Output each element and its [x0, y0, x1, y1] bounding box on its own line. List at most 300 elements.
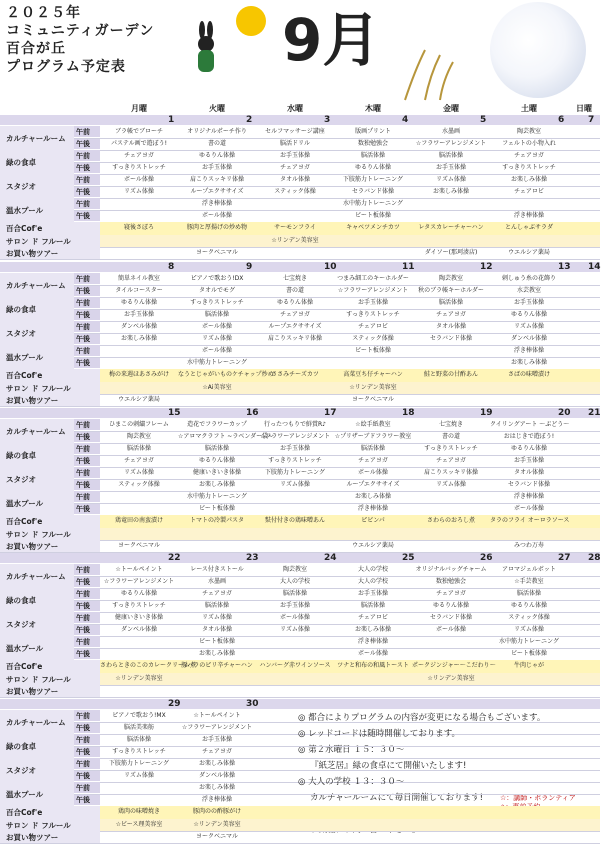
program-cell: ☆トールペイント [115, 566, 163, 573]
program-cell: お楽しみ体操 [198, 650, 235, 657]
program-cell [100, 247, 178, 259]
program-cell: お手玉体操 [279, 445, 310, 452]
program-cell: セラバンド体操 [429, 614, 472, 621]
program-cell [490, 673, 568, 685]
program-cell: さばの味噌漬け [507, 371, 550, 378]
program-cell: リズム体操 [514, 323, 544, 330]
category-label-shop: お買い物ツアー [0, 685, 100, 697]
program-cell: 脳活体操 [126, 736, 151, 743]
program-cell: ゆるりん体操 [120, 299, 157, 306]
program-cell: お楽しみ体操 [432, 188, 469, 195]
program-cell: リズム体操 [280, 626, 310, 633]
program-cell [256, 685, 334, 697]
program-cell: 豚肉と厚揚げの炒め物 [186, 224, 247, 231]
half-label-am: 午前 [74, 491, 100, 503]
program-cell: リズム体操 [436, 176, 466, 183]
program-cell: タオル体操 [513, 469, 544, 476]
program-cell: 健康いきいき体操 [114, 614, 163, 621]
program-cell: お手玉体操 [513, 457, 544, 464]
title-place: 百合が丘 [6, 41, 66, 57]
program-cell: ピアノで歌おう!MX [112, 712, 166, 719]
category-label-cafe: 百合Cof'e [0, 515, 100, 528]
program-cell: タオル体操 [279, 176, 310, 183]
half-label-pm: 午後 [74, 333, 100, 345]
program-cell: 秋のブラ帳キーホルダー [418, 287, 484, 294]
program-cell: ビート板体操 [355, 347, 391, 354]
program-cell: 刺しゅう糸の花飾り [501, 275, 556, 282]
half-label-pm: 午後 [74, 576, 100, 588]
program-cell: すっきりストレッチ [346, 311, 400, 318]
date-number: 13 [558, 262, 571, 272]
program-cell: 数独勉強会 [357, 140, 388, 147]
program-cell: すっきりストレッチ [502, 164, 556, 171]
program-cell: チェアヨガ [436, 311, 466, 318]
category-label-ryoku: 緑の食卓 [0, 297, 74, 321]
program-cell [100, 491, 178, 503]
schedule-row-studio_am [0, 758, 600, 775]
schedule-row-pool_am [0, 198, 600, 215]
program-cell: ☆リンデン美容室 [349, 384, 397, 391]
date-number: 22 [168, 553, 181, 563]
program-cell: 脳活ドリル [279, 140, 310, 147]
category-label-shop: お買い物ツアー [0, 394, 100, 406]
program-cell: タオル体操 [435, 323, 466, 330]
program-cell: チェアヨガ [124, 457, 154, 464]
category-label-studio: スタジオ [0, 321, 74, 345]
date-strip [0, 553, 600, 563]
date-number: 30 [246, 699, 259, 709]
program-cell: 簡単ネイル教室 [118, 275, 160, 282]
program-cell: ☆フラワーアレンジメント [103, 578, 175, 585]
category-label-pool: 温水プール [0, 491, 74, 515]
program-cell: ダンベル体操 [510, 335, 548, 342]
date-strip [0, 115, 600, 125]
program-cell: 脳活体操 [126, 445, 151, 452]
program-cell: チェアヨガ [202, 590, 232, 597]
program-cell: お手玉体操 [201, 736, 232, 743]
program-cell [256, 345, 334, 357]
program-cell [100, 503, 178, 515]
category-label-cafe: 百合Cof'e [0, 369, 100, 382]
program-cell: タラのフライ オーロラソース [490, 517, 570, 524]
half-label-am: 午前 [74, 782, 100, 794]
program-cell: ゆるりん体操 [120, 590, 157, 597]
program-cell: ゆるりん体操 [510, 311, 547, 318]
program-cell [100, 794, 178, 806]
program-cell [256, 247, 334, 259]
program-cell: ダンベル体操 [120, 323, 158, 330]
program-cell: ループエクササイズ [190, 188, 244, 195]
program-cell: リズム体操 [124, 188, 154, 195]
program-cell [100, 648, 178, 660]
program-cell: すっきりストレッチ [190, 299, 244, 306]
program-cell: ヨークベニマル [117, 542, 160, 549]
program-cell: アロマジェルボット [502, 566, 556, 573]
program-cell [412, 636, 490, 648]
schedule-row-studio_am [0, 174, 600, 191]
program-cell: 浮き棒体操 [357, 505, 388, 512]
category-label-pool: 温水プール [0, 345, 74, 369]
schedule-row-pool_am [0, 636, 600, 653]
program-cell: 肩こりスッキリ体操 [268, 335, 322, 342]
program-cell: ビート板体操 [199, 505, 235, 512]
program-cell: ビート板体操 [355, 212, 391, 219]
program-cell [100, 528, 178, 540]
date-number: 15 [168, 408, 181, 418]
category-label-studio: スタジオ [0, 612, 74, 636]
date-number: 4 [402, 115, 409, 125]
program-cell: チェアロビ [358, 323, 388, 330]
program-cell: スティック体操 [274, 188, 316, 195]
program-cell [256, 528, 334, 540]
program-cell: ☆フラワーアレンジメント [337, 287, 409, 294]
date-number: 2 [246, 115, 253, 125]
program-cell: ☆リンデン美容室 [427, 675, 475, 682]
program-cell: リズム体操 [514, 626, 544, 633]
category-label-pool: 温水プール [0, 636, 74, 660]
half-label-pm: 午後 [74, 357, 100, 369]
half-label-pm: 午後 [74, 210, 100, 222]
half-label-pm: 午後 [74, 186, 100, 198]
program-cell [100, 210, 178, 222]
program-cell [100, 685, 178, 697]
program-cell: すっきりストレッチ [112, 748, 166, 755]
month-title: 9月 [282, 6, 381, 74]
program-cell: お楽しみ体操 [354, 493, 391, 500]
program-cell: ボール体操 [202, 323, 232, 330]
program-cell: 浮き棒体操 [513, 212, 544, 219]
program-cell [100, 382, 178, 394]
program-cell: お手玉体操 [357, 590, 388, 597]
schedule-row-cafe [0, 369, 600, 383]
program-cell: ポークジンジャー～こだわり～ [412, 662, 496, 669]
program-cell: 脳活体操 [360, 602, 385, 609]
program-cell [412, 198, 490, 210]
program-cell: タイルコースター [115, 287, 163, 294]
program-cell [256, 357, 334, 369]
half-label-pm: 午後 [74, 600, 100, 612]
schedule-row-shop [0, 685, 600, 698]
program-cell: 浮き棒体操 [513, 347, 544, 354]
program-cell: オリジナルバッグチャーム [415, 566, 487, 573]
program-cell: 豚肉のの酢豚がけ [192, 808, 241, 815]
program-cell: セラバンド体操 [429, 335, 472, 342]
program-cell: つまみ細工のキーホルダー [337, 275, 409, 282]
half-label-am: 午前 [74, 150, 100, 162]
category-label-culture: カルチャールーム [0, 419, 74, 443]
program-cell [334, 357, 412, 369]
program-cell: 大人の学校 [357, 578, 388, 585]
program-cell: 書の道 [285, 287, 304, 294]
program-cell: チェアヨガ [436, 457, 466, 464]
program-cell: パステル画で遊ぼう! [111, 140, 167, 147]
half-label-pm: 午後 [74, 138, 100, 150]
program-cell: お手玉体操 [123, 311, 154, 318]
half-label-am: 午前 [74, 174, 100, 186]
program-cell: サーモンフライ [274, 224, 316, 231]
date-number: 5 [480, 115, 487, 125]
program-cell: 脳活体操 [360, 152, 385, 159]
weekday-tue: 火曜 [209, 104, 225, 113]
title-program: プログラム予定表 [6, 59, 126, 75]
program-cell: ピビンパ [361, 517, 385, 524]
program-cell: 脳活体操 [204, 311, 229, 318]
weekday-sun: 日曜 [576, 104, 592, 113]
title-year: ２０２５年 [6, 5, 81, 21]
program-cell: 鶏肉の味噌焼き [117, 808, 160, 815]
half-label-pm: 午後 [74, 479, 100, 491]
program-cell [334, 685, 412, 697]
program-cell: ゆるりん体操 [198, 457, 235, 464]
program-cell: 下肢筋力トレーニング [109, 760, 169, 767]
program-cell: ヨークベニマル [351, 396, 394, 403]
program-cell: チェアヨガ [280, 164, 310, 171]
program-cell: リズム体操 [436, 481, 466, 488]
program-cell: 肩こりスッキリ体操 [190, 176, 244, 183]
category-label-culture: カルチャールーム [0, 273, 74, 297]
date-number: 10 [324, 262, 337, 272]
program-cell [490, 235, 568, 247]
category-label-shop: お買い物ツアー [0, 540, 100, 552]
program-cell: レタスカレーチャーハン [418, 224, 484, 231]
half-label-am: 午前 [74, 273, 100, 285]
schedule-row-culture_am [0, 710, 600, 727]
program-cell: ヨークベニマル [195, 249, 238, 256]
category-label-pool: 温水プール [0, 782, 74, 806]
program-cell: ツナと和布の和風トースト [337, 662, 409, 669]
schedule-row-ryoku_am [0, 297, 600, 314]
program-cell: ゆるりん体操 [432, 602, 469, 609]
schedule-row-shop [0, 394, 600, 407]
half-label-pm: 午後 [74, 503, 100, 515]
schedule-row-culture_am [0, 419, 600, 436]
program-cell [178, 528, 256, 540]
legend-teacher: ☆：講師・ボランティア [500, 794, 576, 802]
half-label-am: 午前 [74, 345, 100, 357]
program-cell: なうとじゃがいものケチャップ炒め [178, 371, 274, 378]
program-cell: 行ったつもりで鮮賞R♪ [264, 421, 326, 428]
program-cell: ボール体操 [358, 469, 388, 476]
half-label-pm: 午後 [74, 309, 100, 321]
program-cell: ループエクササイズ [268, 323, 322, 330]
program-cell: おはじきで遊ぼう! [503, 433, 555, 440]
program-cell: とんしゃぶサラダ [505, 224, 553, 231]
program-cell: 脳活体操 [360, 445, 385, 452]
half-label-pm: 午後 [74, 746, 100, 758]
date-strip [0, 408, 600, 418]
program-cell: 脳活体操 [204, 445, 229, 452]
program-cell [256, 394, 334, 406]
note-line: ◎ 第２水曜日 １５：３０～ [298, 745, 405, 755]
program-cell [412, 345, 490, 357]
date-number: 29 [168, 699, 181, 709]
category-label-salon: サロン ド フルール [0, 673, 100, 685]
program-cell: タオル体操 [201, 626, 232, 633]
pampas-grass-icon [395, 50, 455, 100]
program-cell: 大人の学校 [357, 566, 388, 573]
program-cell: ボール体操 [124, 176, 154, 183]
category-label-salon: サロン ド フルール [0, 382, 100, 394]
program-cell [256, 540, 334, 552]
program-cell: 七宝焼き [282, 275, 307, 282]
program-cell: 豚バラのピリ辛チャーハン [181, 662, 253, 669]
program-cell: ☆手芸教室 [514, 578, 544, 585]
program-cell [178, 540, 256, 552]
program-cell: ☆リンデン美容室 [271, 237, 319, 244]
half-label-am: 午前 [74, 126, 100, 138]
program-cell: 下肢筋力トレーニング [265, 469, 325, 476]
program-cell: ダンベル体操 [198, 772, 236, 779]
program-cell: 書の道 [207, 140, 226, 147]
category-label-ryoku: 緑の食卓 [0, 150, 74, 174]
schedule-row-cafe [0, 660, 600, 674]
program-cell: 浮き棒体操 [357, 638, 388, 645]
program-cell: ボール体操 [358, 650, 388, 657]
half-label-am: 午前 [74, 297, 100, 309]
program-cell: リズム体操 [124, 772, 154, 779]
date-number: 26 [480, 553, 493, 563]
date-number: 16 [246, 408, 259, 418]
schedule-row-culture_am [0, 273, 600, 290]
program-cell [100, 831, 178, 843]
half-label-pm: 午後 [74, 794, 100, 806]
category-label-cafe: 百合Cof'e [0, 660, 100, 673]
program-cell: ボール体操 [280, 614, 310, 621]
program-cell: 脳活体操 [204, 602, 229, 609]
program-cell: さわらのおろし煮 [426, 517, 475, 524]
schedule-row-shop [0, 540, 600, 553]
program-cell: キャベツメンチカツ [346, 224, 400, 231]
schedule-row-ryoku_am [0, 588, 600, 605]
program-cell [412, 357, 490, 369]
category-label-studio: スタジオ [0, 467, 74, 491]
program-cell: ボール体操 [436, 626, 466, 633]
program-cell: 水中筋力トレーニング [499, 638, 559, 645]
program-cell: すっきりストレッチ [112, 602, 166, 609]
program-cell [490, 382, 568, 394]
category-label-shop: お買い物ツアー [0, 247, 100, 259]
half-label-pm: 午後 [74, 722, 100, 734]
half-label-am: 午前 [74, 198, 100, 210]
category-label-cafe: 百合Cof'e [0, 222, 100, 235]
program-cell: 水中筋力トレーニング [187, 359, 247, 366]
program-cell [256, 673, 334, 685]
program-cell [100, 198, 178, 210]
half-label-pm: 午後 [74, 648, 100, 660]
half-label-am: 午前 [74, 734, 100, 746]
half-label-am: 午前 [74, 758, 100, 770]
program-cell: さわらときのこのカレークリーム煮 [100, 662, 197, 669]
date-number: 21 [588, 408, 601, 418]
category-label-salon: サロン ド フルール [0, 528, 100, 540]
program-cell: ループエクササイズ [346, 481, 400, 488]
program-cell: 七宝焼き [438, 421, 463, 428]
program-cell: チェアロビ [358, 614, 388, 621]
program-cell: ボール体操 [202, 347, 232, 354]
program-cell: チェアヨガ [280, 311, 310, 318]
program-cell: ブラ帳でブローチ [114, 128, 163, 135]
program-cell [256, 648, 334, 660]
program-cell: 浮き棒体操 [513, 493, 544, 500]
half-label-am: 午前 [74, 564, 100, 576]
program-cell: お楽しみ体操 [198, 481, 235, 488]
program-cell: お楽しみ体操 [198, 784, 235, 791]
program-cell [256, 503, 334, 515]
program-cell: ☆リンデン美容室 [193, 821, 241, 828]
half-label-pm: 午後 [74, 162, 100, 174]
program-cell: 下肢筋力トレーニング [343, 176, 403, 183]
half-label-pm: 午後 [74, 431, 100, 443]
program-cell: スティック体操 [352, 335, 394, 342]
program-cell: ピアノで歌おう!DX [190, 275, 244, 282]
half-label-pm: 午後 [74, 455, 100, 467]
program-cell: 鮭と野菜の甘酢あん [423, 371, 478, 378]
date-number: 19 [480, 408, 493, 418]
category-label-culture: カルチャールーム [0, 564, 74, 588]
program-cell [412, 528, 490, 540]
program-cell: ビート板体操 [199, 638, 235, 645]
date-number: 11 [402, 262, 415, 272]
note-line: ◎ 大人の学校 １３：３０～ [298, 777, 405, 787]
program-cell [256, 198, 334, 210]
program-cell: お手玉体操 [357, 299, 388, 306]
weekday-sat: 土曜 [521, 104, 537, 113]
program-cell: 版画プリント [355, 128, 391, 135]
program-cell: お楽しみ体操 [510, 176, 547, 183]
program-cell [100, 357, 178, 369]
half-label-pm: 午後 [74, 770, 100, 782]
title-community: コミュニティガーデン [6, 23, 155, 39]
program-cell [412, 235, 490, 247]
program-cell [256, 491, 334, 503]
program-cell [412, 648, 490, 660]
program-cell: お楽しみ体操 [510, 359, 547, 366]
program-cell: ウエルシア薬局 [118, 396, 160, 403]
date-number: 28 [588, 553, 601, 563]
note-line: ◎ 都合によりプログラムの内容が変更になる場合もございます。 [298, 713, 546, 723]
program-cell: フェルトの小物入れ [502, 140, 556, 147]
program-cell [490, 198, 568, 210]
program-cell: 牛肉じゃが [513, 662, 544, 669]
program-cell: 陶芸教室 [516, 128, 541, 135]
program-cell: お手玉体操 [435, 164, 466, 171]
program-cell [412, 210, 490, 222]
note-line: カルチャールームにて毎日開催しております! [310, 793, 483, 803]
program-cell: ボール体操 [514, 505, 544, 512]
program-cell: 脳活体操 [438, 152, 463, 159]
program-cell [412, 503, 490, 515]
category-label-studio: スタジオ [0, 758, 74, 782]
program-cell: 書の道 [441, 433, 460, 440]
program-cell: 梅の来週ほあさみがけ [108, 371, 169, 378]
date-number: 14 [588, 262, 601, 272]
program-cell: ひまこの刺繍フレーム [109, 421, 169, 428]
date-number: 6 [558, 115, 565, 125]
program-cell: ダイソー(那珂湊店) [424, 249, 478, 256]
program-cell: セルフマッサージ講座 [265, 128, 325, 135]
program-cell: 健康いきいき体操 [192, 469, 241, 476]
program-cell [490, 528, 568, 540]
program-cell: ゆるりん体操 [276, 299, 313, 306]
date-number: 24 [324, 553, 337, 563]
half-label-am: 午前 [74, 467, 100, 479]
schedule-row-shop [0, 831, 600, 844]
date-number: 1 [168, 115, 175, 125]
category-label-pool: 温水プール [0, 198, 74, 222]
program-cell: チェアヨガ [202, 748, 232, 755]
date-number: 17 [324, 408, 337, 418]
full-moon-icon [490, 2, 586, 98]
